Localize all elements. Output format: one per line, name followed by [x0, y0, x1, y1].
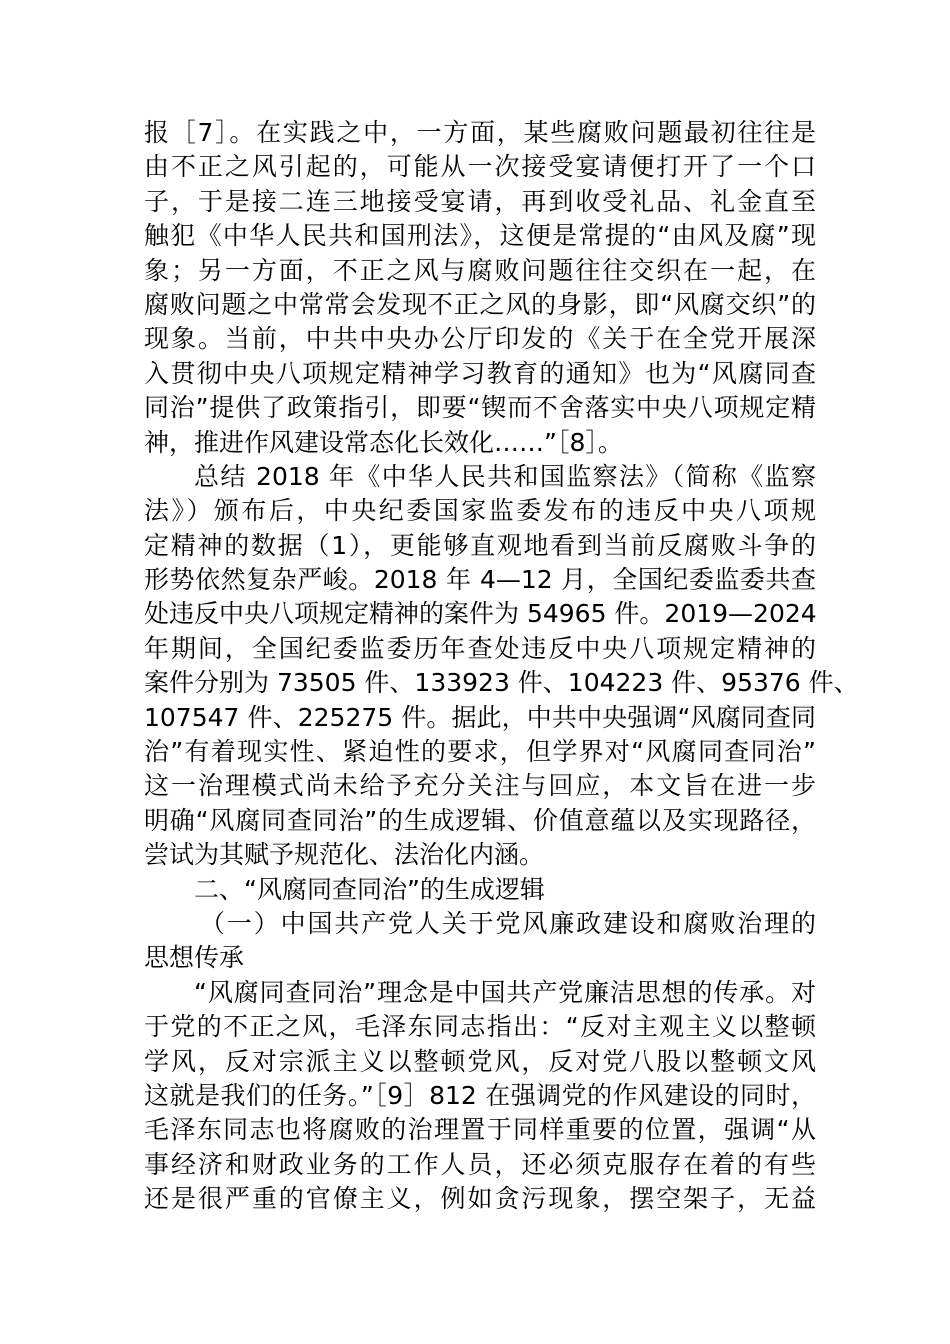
text-line: 学风，反对宗派主义以整顿党风，反对党八股以整顿文风 [144, 1046, 816, 1076]
text-line: 定精神的数据（1），更能够直观地看到当前反腐败斗争的 [144, 530, 816, 560]
text-line: 还是很严重的官僚主义，例如贪污现象，摆空架子，无益 [144, 1184, 816, 1214]
text-line: 现象。当前，中共中央办公厅印发的《关于在全党开展深 [144, 324, 816, 354]
text-line: 子，于是接二连三地接受宴请，再到收受礼品、礼金直至 [144, 186, 816, 216]
text-line: 107547 件、225275 件。据此，中共中央强调“风腐同查同 [144, 702, 816, 732]
subsection-heading-continued: 思想传承 [144, 943, 245, 973]
text-line: 尝试为其赋予规范化、法治化内涵。 [144, 840, 545, 870]
text-line: 由不正之风引起的，可能从一次接受宴请便打开了一个口 [144, 152, 816, 182]
text-line: 腐败问题之中常常会发现不正之风的身影，即“风腐交织”的 [144, 289, 816, 319]
text-line: 明确“风腐同查同治”的生成逻辑、价值意蕴以及实现路径， [144, 805, 816, 835]
text-line: 于党的不正之风，毛泽东同志指出：“反对主观主义以整顿 [144, 1012, 816, 1042]
text-line: 法》）颁布后，中央纪委国家监委发布的违反中央八项规 [144, 496, 816, 526]
text-line: 年期间，全国纪委监委历年查处违反中央八项规定精神的 [144, 633, 816, 663]
text-line: 同治”提供了政策指引，即要“锲而不舍落实中央八项规定精 [144, 393, 816, 423]
text-line: 这一治理模式尚未给予充分关注与回应，本文旨在进一步 [144, 771, 816, 801]
text-line: 神，推进作风建设常态化长效化……”［8］。 [144, 427, 623, 457]
text-line: 案件分别为 73505 件、133923 件、104223 件、95376 件、 [144, 668, 859, 698]
text-line: 象；另一方面，不正之风与腐败问题往往交织在一起，在 [144, 255, 816, 285]
body-text [144, 116, 859, 1217]
paragraph-start-line: “风腐同查同治”理念是中国共产党廉洁思想的传承。对 [194, 977, 816, 1007]
text-line: 形势依然复杂严峻。2018 年 4—12 月，全国纪委监委共查 [144, 565, 816, 595]
subsection-heading: （一）中国共产党人关于党风廉政建设和腐败治理的 [200, 908, 816, 938]
text-line: 触犯《中华人民共和国刑法》，这便是常提的“由风及腐”现 [144, 221, 816, 251]
section-heading: 二、“风腐同查同治”的生成逻辑 [194, 874, 545, 904]
text-line: 治”有着现实性、紧迫性的要求，但学界对“风腐同查同治” [144, 737, 816, 767]
text-line: 这就是我们的任务。”［9］812 在强调党的作风建设的同时， [144, 1080, 816, 1110]
text-line: 处违反中央八项规定精神的案件为 54965 件。2019—2024 [144, 599, 817, 629]
text-line: 毛泽东同志也将腐败的治理置于同样重要的位置，强调“从 [144, 1115, 816, 1145]
paragraph-start-line: 总结 2018 年《中华人民共和国监察法》（简称《监察 [194, 461, 816, 491]
text-line: 事经济和财政业务的工作人员，还必须克服存在着的有些 [144, 1149, 816, 1179]
text-line: 入贯彻中央八项规定精神学习教育的通知》也为“风腐同查 [144, 358, 816, 388]
text-line: 报［7］。在实践之中，一方面，某些腐败问题最初往往是 [144, 118, 816, 147]
